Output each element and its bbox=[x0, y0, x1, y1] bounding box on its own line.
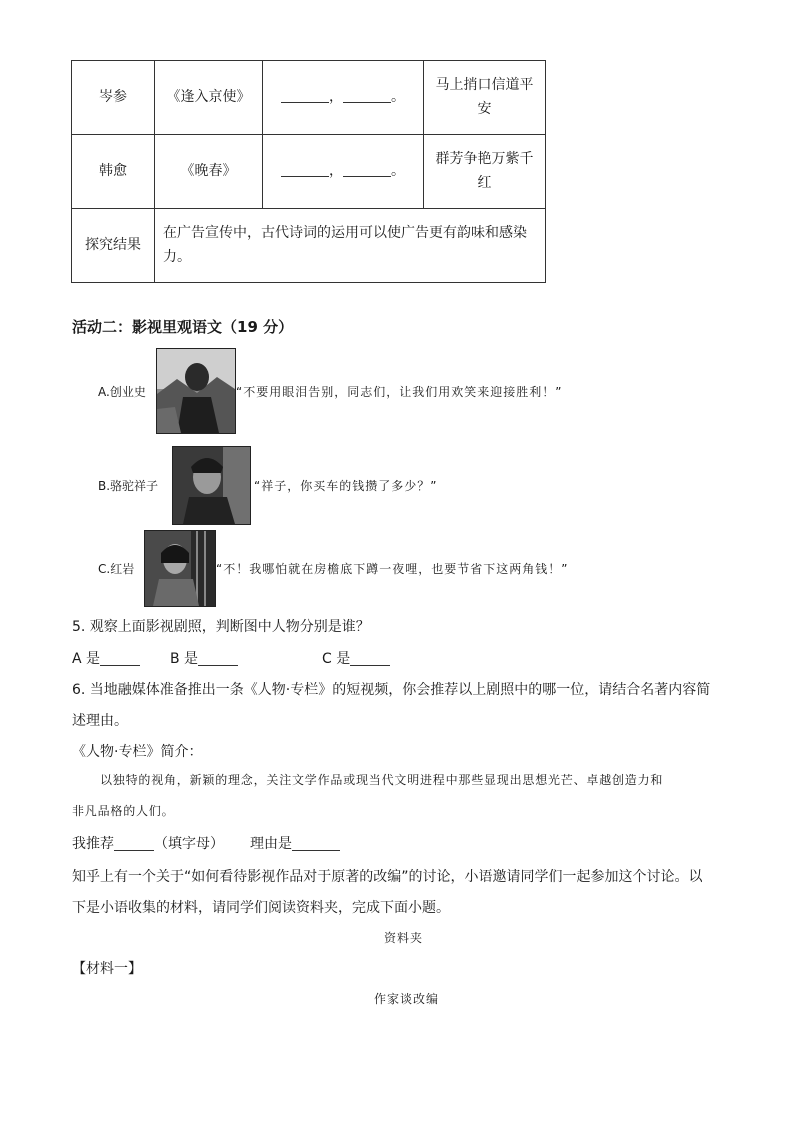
material-1-title: 作家谈改编 bbox=[374, 992, 440, 1006]
activity-heading: 活动二：影视里观语文（19 分） bbox=[72, 318, 294, 336]
question-6-line2: 述理由。 bbox=[72, 713, 128, 729]
table-row bbox=[72, 209, 546, 283]
answer-blank-a[interactable] bbox=[100, 650, 140, 666]
poem-cell: 《晚春》 bbox=[155, 135, 263, 209]
q5-answer-a: A 是 bbox=[72, 648, 140, 668]
poem-advert-table bbox=[71, 60, 546, 283]
still-label-a: A.创业史 bbox=[98, 385, 146, 399]
film-still-photo-a bbox=[156, 348, 236, 434]
answer-blank-c[interactable] bbox=[350, 650, 390, 666]
reason-blank[interactable] bbox=[292, 835, 340, 851]
column-intro-line1: 以独特的视角，新颖的理念，关注文学作品或现当代文明进程中那些显现出思想光芒、卓越创造力和 bbox=[100, 773, 664, 787]
discussion-intro-line2: 下是小语收集的材料，请同学们阅读资料夹，完成下面小题。 bbox=[72, 900, 450, 916]
material-1-label: 【材料一】 bbox=[72, 961, 142, 977]
blank-line[interactable] bbox=[343, 88, 391, 103]
table-row bbox=[72, 135, 546, 209]
still-quote-b: “祥子，你买车的钱攒了多少？” bbox=[254, 479, 438, 493]
recommend-line: 我推荐 （填字母） bbox=[72, 836, 224, 852]
poet-cell: 岑参 bbox=[72, 61, 155, 135]
recommend-blank[interactable] bbox=[114, 835, 154, 851]
q5-answer-c: C 是 bbox=[322, 648, 390, 668]
film-still-photo-c bbox=[144, 530, 216, 607]
result-text-cell: 在广告宣传中，古代诗词的运用可以使广告更有韵味和感染力。 bbox=[155, 209, 546, 283]
poet-cell: 韩愈 bbox=[72, 135, 155, 209]
still-quote-a: “不要用眼泪告别，同志们，让我们用欢笑来迎接胜利！” bbox=[236, 385, 563, 399]
reason-line: 理由是 bbox=[250, 833, 340, 853]
blank-line[interactable] bbox=[343, 162, 391, 177]
poem-cell: 《逢入京使》 bbox=[155, 61, 263, 135]
still-label-b: B.骆驼祥子 bbox=[98, 479, 159, 493]
column-intro-line2: 非凡品格的人们。 bbox=[72, 804, 175, 818]
answer-blank-b[interactable] bbox=[198, 650, 238, 666]
question-6-line1: 6. 当地融媒体准备推出一条《人物·专栏》的短视频，你会推荐以上剧照中的哪一位，请结合名著内容简 bbox=[72, 682, 711, 698]
still-label-c: C.红岩 bbox=[98, 562, 135, 576]
ad-slogan-cell: 马上捎口信道平安 bbox=[424, 61, 546, 135]
verse-blank-cell: ， 。 bbox=[263, 135, 424, 209]
discussion-intro-line1: 知乎上有一个关于“如何看待影视作品对于原著的改编”的讨论，小语邀请同学们一起参加这个讨论。以 bbox=[72, 869, 703, 885]
verse-blank-cell: ， 。 bbox=[263, 61, 424, 135]
still-quote-c: “不！我哪怕就在房檐底下蹲一夜哩，也要节省下这两角钱！” bbox=[216, 562, 569, 576]
question-5: 5. 观察上面影视剧照，判断图中人物分别是谁？ bbox=[72, 619, 370, 635]
film-still-photo-b bbox=[172, 446, 251, 525]
column-intro-title: 《人物·专栏》简介： bbox=[72, 744, 203, 760]
result-label-cell: 探究结果 bbox=[72, 209, 155, 283]
table-row bbox=[72, 61, 546, 135]
folder-title: 资料夹 bbox=[384, 931, 424, 945]
ad-slogan-cell: 群芳争艳万紫千红 bbox=[424, 135, 546, 209]
q5-answer-b: B 是 bbox=[170, 648, 238, 668]
blank-line[interactable] bbox=[281, 88, 329, 103]
blank-line[interactable] bbox=[281, 162, 329, 177]
